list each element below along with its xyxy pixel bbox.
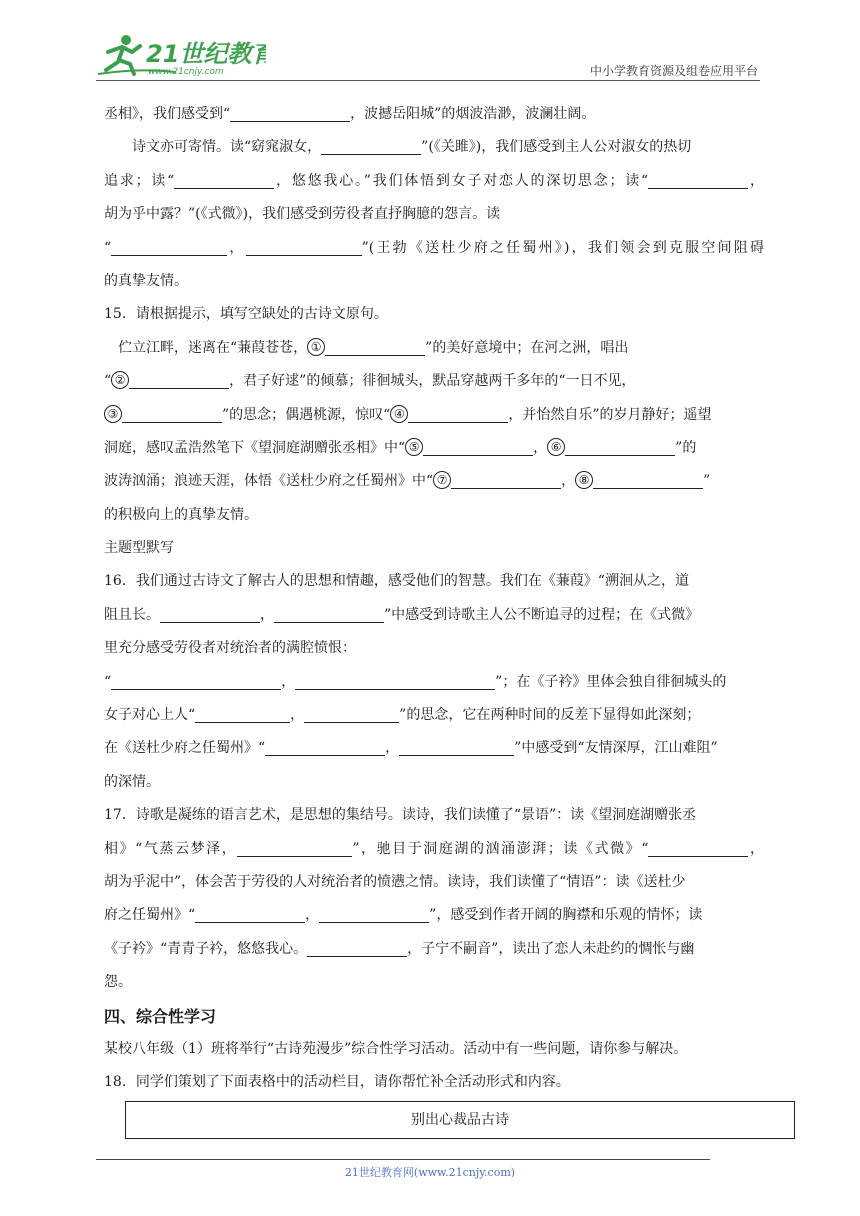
text-run: 的深情。 [104, 773, 160, 790]
text-line [104, 599, 764, 632]
fill-in-blank [129, 370, 229, 389]
circled-number-label: ④ [390, 405, 408, 423]
text-run: ， [748, 172, 764, 189]
text-line [104, 632, 764, 665]
text-run: ，子宁不嗣音”，读出了恋人未赴约的惆怅与幽 [407, 940, 695, 957]
circled-number-label: ② [111, 371, 129, 389]
activity-table-cell: 别出心裁品古诗 [125, 1101, 795, 1139]
text-line [104, 298, 764, 331]
text-run: ”中感受到“友情深厚，江山难阻” [514, 740, 718, 757]
circled-number-label: ③ [104, 405, 122, 423]
fill-in-blank [648, 170, 748, 189]
text-run: 某校八年级（1）班将举行“古诗苑漫步”综合性学习活动。活动中有一些问题，请你参与解决。 [104, 1040, 688, 1057]
text-run: 女子对心上人“ [104, 707, 196, 724]
text-run: “ [104, 373, 112, 390]
circled-number-label: ① [307, 338, 325, 356]
text-run: 追求；读“ [104, 172, 175, 189]
text-line [104, 499, 764, 532]
text-line [104, 766, 764, 799]
footer-divider [96, 1159, 710, 1160]
text-run: “ [104, 673, 112, 690]
fill-in-blank [593, 470, 703, 489]
fill-in-blank [423, 437, 533, 456]
text-line [104, 332, 764, 365]
text-line [104, 465, 764, 498]
fill-in-blank [295, 671, 495, 690]
fill-in-blank [565, 437, 675, 456]
document-body [104, 98, 764, 1100]
text-line [104, 866, 764, 899]
fill-in-blank [195, 904, 305, 923]
fill-in-blank [160, 604, 260, 623]
text-run: 波涛汹涌；浪迹天涯，体悟《送杜少府之任蜀州》中“ [104, 473, 434, 490]
text-line [104, 265, 764, 298]
text-run: ”(王勃《送杜少府之任蜀州》)，我们领会到克服空间阻碍 [361, 239, 764, 256]
text-line [104, 732, 764, 765]
platform-title: 中小学教育资源及组卷应用平台 [589, 64, 758, 78]
text-run: 的真挚友情。 [104, 272, 188, 289]
fill-in-blank [274, 604, 384, 623]
circled-number-label: ⑧ [575, 471, 593, 489]
text-line [104, 165, 764, 198]
fill-in-blank [325, 337, 425, 356]
text-run: ， [305, 907, 320, 924]
text-line [104, 198, 764, 231]
fill-in-blank [111, 671, 281, 690]
text-run: 阻且长。 [104, 606, 160, 623]
fill-in-blank [408, 404, 508, 423]
text-line [104, 232, 764, 265]
fill-in-blank [246, 237, 362, 256]
text-run: 17．诗歌是凝练的语言艺术，是思想的集结号。读诗，我们读懂了“景语”：读《望洞庭湖赠张丞 [104, 807, 697, 824]
text-run: ， [533, 439, 548, 456]
text-run: ”的思念，它在两种时间的反差下显得如此深刻； [399, 707, 701, 724]
fill-in-blank [195, 704, 290, 723]
text-run: 四、综合性学习 [104, 1006, 217, 1026]
text-run: ” [703, 473, 711, 490]
fill-in-blank [319, 904, 429, 923]
text-line [104, 966, 764, 999]
text-run: ， [227, 239, 246, 256]
runner-logo-icon [96, 32, 266, 78]
text-run: ， [290, 707, 305, 724]
circled-number-label: ⑥ [547, 438, 565, 456]
text-run: ”，感受到作者开阔的胸襟和乐观的情怀；读 [429, 907, 703, 924]
text-run: 丞相》，我们感受到“ [104, 106, 231, 122]
text-run: ， [281, 673, 296, 690]
text-run: ”的美好意境中；在河之洲，唱出 [425, 339, 629, 356]
fill-in-blank [122, 404, 222, 423]
text-line [104, 833, 764, 866]
text-line [104, 432, 764, 465]
text-line [104, 532, 764, 565]
circled-number-label: ⑦ [433, 471, 451, 489]
text-run: 《子衿》“青青子衿，悠悠我心。 [104, 940, 308, 957]
text-run: 相》“气蒸云梦泽， [104, 840, 238, 857]
circled-number-label: ⑤ [405, 438, 423, 456]
text-run: ”，驰目于洞庭湖的汹涌澎湃；读《式微》“ [352, 840, 649, 857]
text-line [104, 799, 764, 832]
text-run: 里充分感受劳役者对统治者的满腔愤恨： [104, 640, 356, 657]
fill-in-blank [399, 737, 514, 756]
text-run: ”(《关雎》)，我们感受到主人公对淑女的热切 [421, 139, 692, 156]
svg-text:www.21cnjy.com: www.21cnjy.com [148, 67, 224, 77]
text-line [104, 933, 764, 966]
text-line [104, 899, 764, 932]
text-run: ，并怡然自乐”的岁月静好；遥望 [508, 406, 712, 423]
text-line [104, 1033, 764, 1066]
fill-in-blank [304, 704, 399, 723]
text-run: ， [561, 473, 576, 490]
fill-in-blank [321, 136, 421, 155]
text-run: “ [104, 239, 112, 256]
text-run: ”中感受到诗歌主人公不断追寻的过程；在《式微》 [384, 606, 700, 623]
text-run: 主题型默写 [104, 540, 174, 557]
text-run: ， [748, 840, 764, 857]
text-line [104, 98, 764, 131]
text-run: 胡为乎中露？”(《式微》)，我们感受到劳役者直抒胸臆的怨言。读 [104, 206, 501, 223]
section-heading [104, 1000, 764, 1033]
text-line [104, 666, 764, 699]
text-run: 在《送杜少府之任蜀州》“ [104, 740, 266, 757]
text-run: ，悠悠我心。”我们体悟到女子对恋人的深切思念；读“ [274, 172, 649, 189]
text-run: 伫立江畔，迷离在“蒹葭苍苍， [118, 339, 308, 356]
text-run: 诗文亦可寄情。读“窈窕淑女， [132, 139, 322, 156]
text-line [104, 1066, 764, 1099]
fill-in-blank [230, 103, 350, 122]
svg-text:21世纪教育: 21世纪教育 [146, 40, 266, 68]
text-run: 怨。 [104, 974, 132, 991]
footer-text: 21世纪教育网(www.21cnjy.com) [344, 1166, 516, 1179]
fill-in-blank [237, 838, 352, 857]
text-run: ，波撼岳阳城”的烟波浩渺，波澜壮阔。 [350, 106, 596, 122]
text-run: ， [260, 606, 274, 623]
fill-in-blank [648, 838, 748, 857]
fill-in-blank [265, 737, 385, 756]
fill-in-blank [307, 938, 407, 957]
text-line [104, 565, 764, 598]
text-line [104, 365, 764, 398]
text-line [104, 131, 764, 164]
text-line [104, 699, 764, 732]
page-header [96, 32, 760, 82]
text-run: 洞庭，感叹孟浩然笔下《望洞庭湖赠张丞相》中“ [104, 439, 406, 456]
text-run: ，君子好逑”的倾慕；徘徊城头，默品穿越两千多年的“一日不见， [229, 373, 636, 390]
fill-in-blank [451, 470, 561, 489]
text-run: 16．我们通过古诗文了解古人的思想和情趣，感受他们的智慧。我们在《蒹葭》“溯洄从之，道 [104, 573, 689, 590]
text-run: 胡为乎泥中”，体会苦于劳役的人对统治者的愤懑之情。读诗，我们读懂了“情语”：读《送杜少 [104, 873, 686, 890]
fill-in-blank [111, 237, 227, 256]
text-line [104, 399, 764, 432]
text-run: ”的思念；偶遇桃源，惊叹“ [222, 406, 391, 423]
text-run: ”的 [675, 439, 697, 456]
fill-in-blank [174, 170, 274, 189]
header-divider [96, 80, 760, 81]
text-run: 的积极向上的真挚友情。 [104, 506, 258, 523]
text-run: 府之任蜀州》“ [104, 907, 196, 924]
text-run: 15．请根据提示，填写空缺处的古诗文原句。 [104, 306, 388, 323]
site-logo [96, 32, 266, 78]
text-run: 18．同学们策划了下面表格中的活动栏目，请你帮忙补全活动形式和内容。 [104, 1074, 570, 1091]
text-run: ， [385, 740, 400, 757]
text-run: ”；在《子衿》里体会独自徘徊城头的 [495, 673, 727, 690]
